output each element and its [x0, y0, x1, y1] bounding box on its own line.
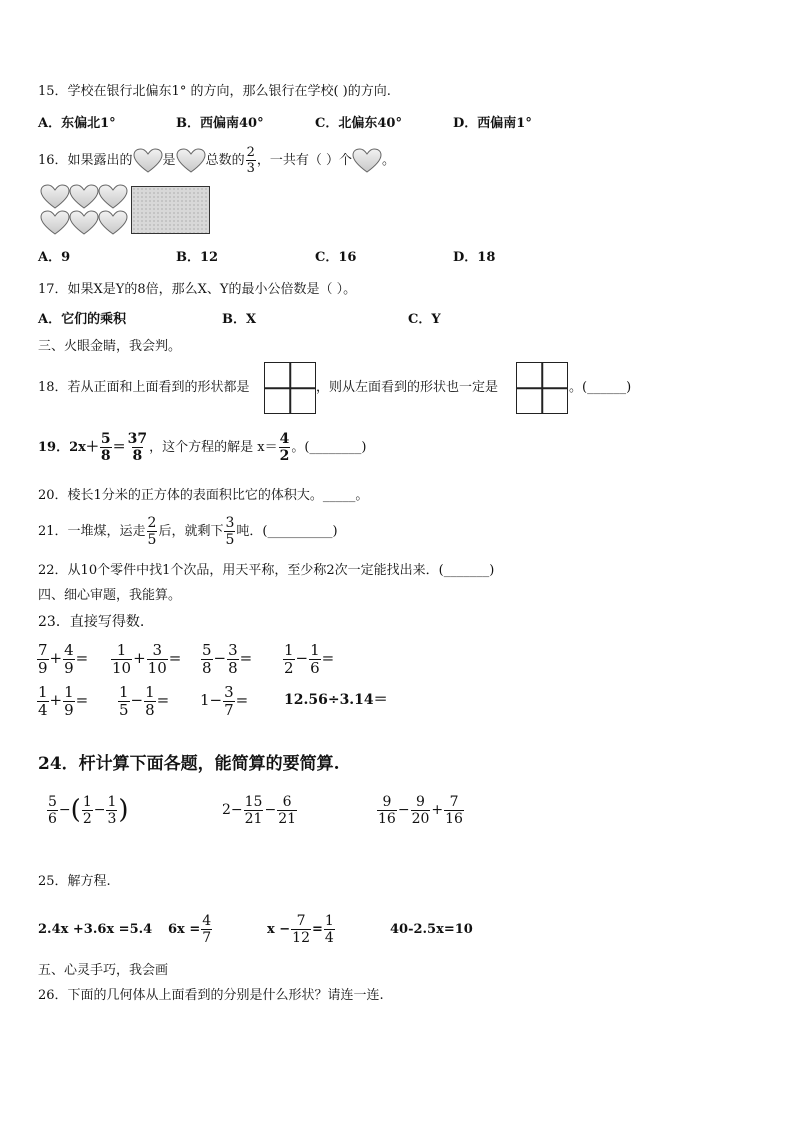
q15-option-a: A．东偏北1°: [38, 116, 116, 131]
fraction: $\frac{7}{9}$: [38, 640, 48, 677]
q15-stem: 15．学校在银行北偏东1° 的方向，那么银行在学校( )的方向.: [38, 84, 391, 99]
q19-text-3: 。(________): [291, 440, 367, 455]
q21-fraction-2: $\frac{3}{5}$: [225, 515, 235, 548]
q17-option-b: B．X: [222, 312, 257, 327]
q24-expression-1: $\frac{5}{6}$ −( $\frac{1}{2}$ − $\frac{1}{3}$ ): [48, 793, 129, 827]
q15-option-b: B．西偏南40°: [176, 116, 264, 131]
q18-text-3: 。(______): [569, 380, 632, 395]
q19-text-2: ，这个方程的解是 x＝: [149, 440, 278, 455]
q20-stem: 20．棱长1分米的正方体的表面积比它的体积大。_____。: [38, 488, 369, 503]
q23-row-2-item-4: 12.56÷3.14＝: [284, 692, 388, 708]
q17-stem: 17．如果X是Y的8倍，那么X、Y的最小公倍数是（ ）。: [38, 282, 357, 297]
q16-option-c: C．16: [315, 250, 357, 265]
q19-equals: ＝: [112, 440, 126, 455]
fraction: $\frac{1}{8}$: [145, 682, 155, 719]
q19-fraction-1: $\frac{5}{8}$: [100, 431, 111, 464]
q25-equation-2: 6x = $\frac{4}{7}$: [168, 913, 212, 946]
heart-icon: [176, 148, 206, 174]
q23-row-2-item-1: $\frac{1}{4}$ + $\frac{1}{9}$ =: [38, 682, 89, 719]
square-grid-figure: [264, 362, 316, 414]
q24-expression-3: $\frac{9}{16}$ − $\frac{9}{20}$ + $\frac{7}{16}$: [378, 793, 463, 827]
fraction: $\frac{7}{12}$: [292, 913, 310, 946]
square-grid-figure: [516, 362, 568, 414]
section-5-heading: 五、心灵手巧，我会画: [38, 963, 169, 978]
q18-text-1: 18．若从正面和上面看到的形状都是: [38, 380, 250, 395]
q18-text-2: ，则从左面看到的形状也一定是: [316, 380, 499, 395]
q19-stem: [38, 430, 367, 466]
fraction: $\frac{3}{7}$: [224, 682, 234, 719]
q24-title: 24．杆计算下面各题，能简算的要简算.: [38, 754, 340, 774]
fraction: $\frac{7}{16}$: [445, 793, 463, 827]
q19-text-1: 19．2x＋: [38, 440, 99, 455]
fraction: $\frac{9}{20}$: [411, 793, 430, 827]
heart-icon: [98, 210, 128, 236]
section-4-heading: 四、细心审题，我能算。: [38, 588, 182, 603]
fraction: $\frac{5}{8}$: [202, 640, 212, 677]
q21-text-1: 21．一堆煤，运走: [38, 524, 146, 539]
fraction: $\frac{9}{16}$: [378, 793, 396, 827]
q21-fraction-1: $\frac{2}{5}$: [147, 515, 157, 548]
q21-text-3: 吨．(__________): [236, 524, 338, 539]
q23-row-2-item-2: $\frac{1}{5}$ − $\frac{1}{8}$ =: [119, 682, 170, 719]
fraction: $\frac{1}{4}$: [324, 913, 334, 946]
q23-title: 23．直接写得数.: [38, 614, 145, 630]
q21-text-2: 后，就剩下: [158, 524, 224, 539]
fraction: $\frac{1}{9}$: [64, 682, 74, 719]
fraction: $\frac{1}{10}$: [112, 640, 132, 677]
q16-fraction: $\frac{2}{3}$: [246, 145, 255, 176]
heart-icon: [40, 184, 70, 210]
covered-box: [131, 186, 210, 234]
fraction: $\frac{5}{6}$: [48, 793, 57, 827]
fraction: $\frac{1}{4}$: [38, 682, 48, 719]
q16-option-b: B．12: [176, 250, 219, 265]
q25-title: 25．解方程.: [38, 874, 111, 889]
q23-row-1-item-4: $\frac{1}{2}$ − $\frac{1}{6}$ =: [284, 640, 335, 677]
heart-icon: [40, 210, 70, 236]
fraction: $\frac{1}{3}$: [107, 793, 117, 827]
section-3-heading: 三、火眼金睛，我会判。: [38, 339, 182, 354]
fraction: $\frac{4}{9}$: [64, 640, 74, 677]
q16-text-2: 是: [162, 153, 176, 168]
q17-option-a: A．它们的乘积: [38, 312, 127, 327]
fraction: $\frac{3}{10}$: [147, 640, 167, 677]
q19-fraction-2: $\frac{37}{8}$: [127, 431, 148, 464]
q15-option-d: D．西偏南1°: [453, 116, 532, 131]
fraction: $\frac{1}{6}$: [310, 640, 320, 677]
heart-icon: [98, 184, 128, 210]
heart-icon: [133, 148, 163, 174]
q23-row-1-item-3: $\frac{5}{8}$ − $\frac{3}{8}$ =: [202, 640, 253, 677]
q25-equation-1: 2.4x +3.6x =5.4: [38, 922, 153, 937]
q16-text-4: ，一共有（ ）个: [256, 153, 352, 168]
heart-icon: [69, 210, 99, 236]
q21-stem: [38, 514, 338, 550]
q22-stem: 22．从10个零件中找1个次品，用天平称，至少称2次一定能找出来．(_______): [38, 563, 495, 578]
q23-row-2-item-3: 1− $\frac{3}{7}$ =: [200, 682, 249, 719]
q26-stem: 26．下面的几何体从上面看到的分别是什么形状？请连一连.: [38, 988, 384, 1003]
q23-row-1-item-1: $\frac{7}{9}$ + $\frac{4}{9}$ =: [38, 640, 89, 677]
q16-option-a: A．9: [38, 250, 71, 265]
q16-option-d: D．18: [453, 250, 496, 265]
q19-fraction-3: $\frac{4}{2}$: [279, 431, 290, 464]
q16-visible-hearts: [40, 184, 130, 238]
heart-icon: [69, 184, 99, 210]
fraction: $\frac{3}{8}$: [228, 640, 238, 677]
q16-stem: [38, 146, 395, 175]
fraction: $\frac{1}{2}$: [284, 640, 294, 677]
q16-text-3: 总数的: [205, 153, 245, 168]
heart-icon: [352, 148, 382, 174]
fraction: $\frac{1}{2}$: [82, 793, 92, 827]
q25-equation-4: 40-2.5x=10: [390, 922, 473, 937]
q16-text-1: 16．如果露出的: [38, 153, 133, 168]
q17-option-c: C．Y: [408, 312, 441, 327]
fraction: $\frac{6}{21}$: [278, 793, 297, 827]
q15-option-c: C．北偏东40°: [315, 116, 402, 131]
q24-expression-2: 2− $\frac{15}{21}$ − $\frac{6}{21}$: [222, 793, 297, 827]
fraction: $\frac{4}{7}$: [202, 913, 212, 946]
q16-text-5: 。: [382, 153, 396, 168]
q25-equation-3: x − $\frac{7}{12}$ = $\frac{1}{4}$: [267, 913, 334, 946]
fraction: $\frac{15}{21}$: [244, 793, 263, 827]
fraction: $\frac{1}{5}$: [119, 682, 129, 719]
q23-row-1-item-2: $\frac{1}{10}$ + $\frac{3}{10}$ =: [112, 640, 182, 677]
